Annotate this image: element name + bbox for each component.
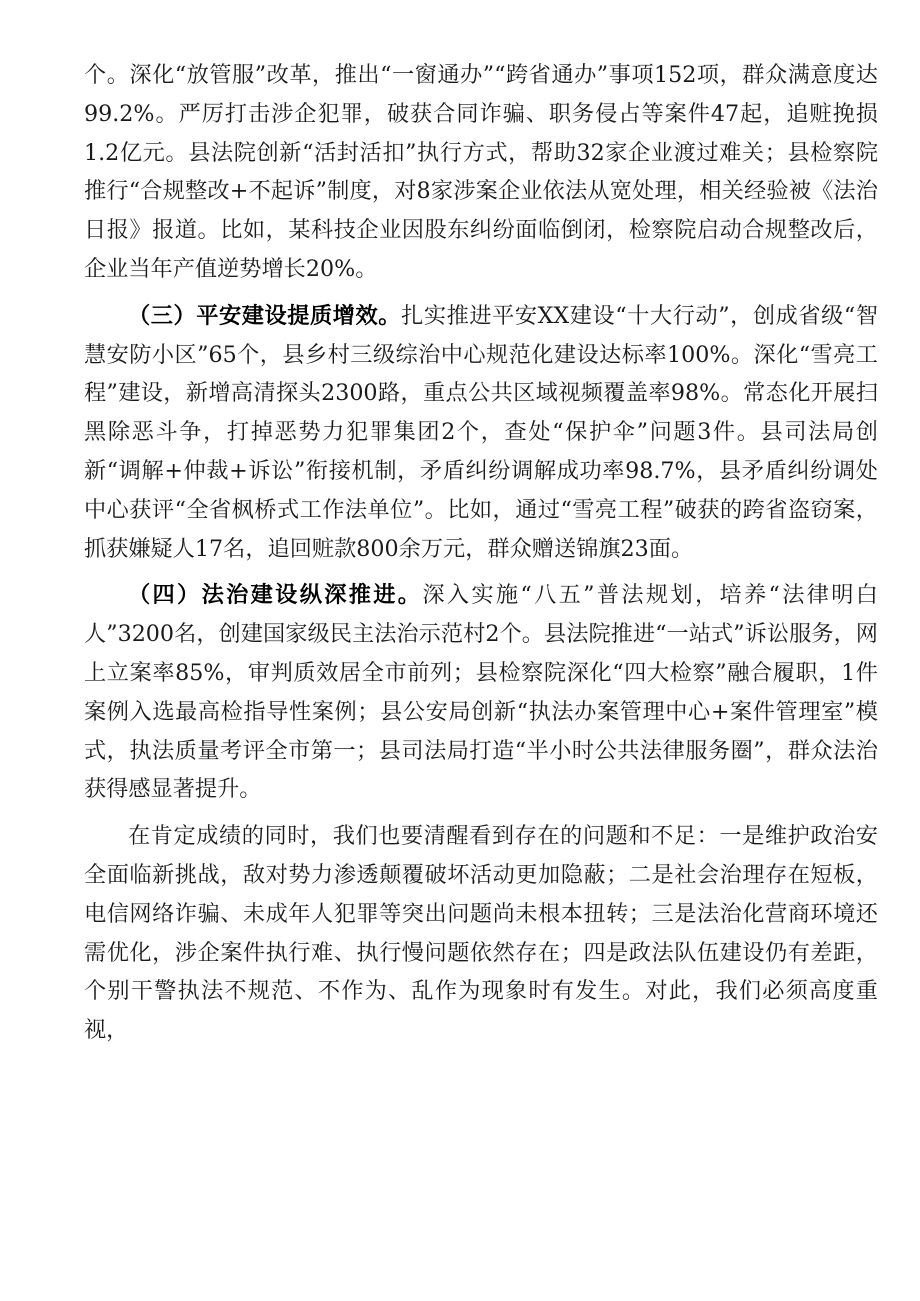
section-heading-rule-of-law: （四）法治建设纵深推进。: [128, 582, 423, 609]
document-page: [84, 56, 878, 1050]
paragraph-text: 深入实施“八五”普法规划，培养“法律明白人”3200名，创建国家级民主法治示范村2个。县法院推进“一站式”诉讼服务，网上立案率85%，审判质效居全市前列；县检察院深化“四大检察”融合履职，1件案例入选最高检指导性案例；县公安局创新“执法办案管理中心+案件管理室”模式，执法质量考评全市第一；县司法局打造“半小时公共法律服务圈”，群众法治获得感显著提升。: [84, 582, 878, 803]
paragraph-problems: [84, 817, 878, 1050]
paragraph-text: 个。深化“放管服”改革，推出“一窗通办”“跨省通办”事项152项，群众满意度达99.2%。严厉打击涉企犯罪，破获合同诈骗、职务侵占等案件47起，追赃挽损1.2亿元。县法院创新“活封活扣”执行方式，帮助32家企业渡过难关；县检察院推行“合规整改+不起诉”制度，对8家涉案企业依法从宽处理，相关经验被《法治日报》报道。比如，某科技企业因股东纠纷面临倒闭，检察院启动合规整改后，企业当年产值逆势增长20%。: [84, 62, 878, 282]
section-heading-safety: （三）平安建设提质增效。: [128, 302, 402, 329]
paragraph-text: 在肯定成绩的同时，我们也要清醒看到存在的问题和不足：一是维护政治安全面临新挑战，敌对势力渗透颠覆破坏活动更加隐蔽；二是社会治理存在短板，电信网络诈骗、未成年人犯罪等突出问题尚未根本扭转；三是法治化营商环境还需优化，涉企案件执行难、执行慢问题依然存在；四是政法队伍建设仍有差距，个别干警执法不规范、不作为、乱作为现象时有发生。对此，我们必须高度重视，: [84, 823, 878, 1044]
paragraph-safety-construction: [84, 297, 878, 569]
paragraph-text: 扎实推进平安XX建设“十大行动”，创成省级“智慧安防小区”65个，县乡村三级综治中心规范化建设达标率100%。深化“雪亮工程”建设，新增高清探头2300路，重点公共区域视频覆盖率98%。常态化开展扫黑除恶斗争，打掉恶势力犯罪集团2个，查处“保护伞”问题3件。县司法局创新“调解+仲裁+诉讼”衔接机制，矛盾纠纷调解成功率98.7%，县矛盾纠纷调处中心获评“全省枫桥式工作法单位”。比如，通过“雪亮工程”破获的跨省盗窃案，抓获嫌疑人17名，追回赃款800余万元，群众赠送锦旗23面。: [84, 302, 879, 562]
paragraph-rule-of-law: [84, 576, 878, 809]
paragraph-business-environment: [84, 56, 878, 289]
